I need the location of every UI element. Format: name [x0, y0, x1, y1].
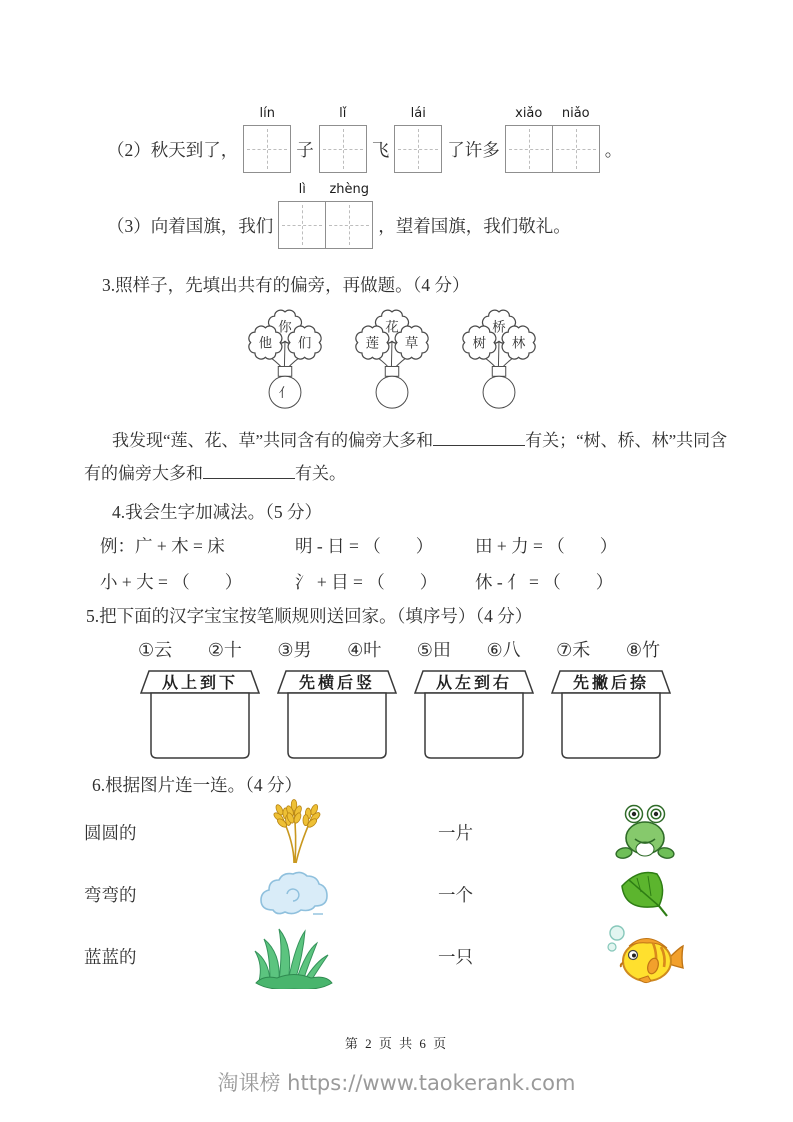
vase-neck — [492, 366, 505, 376]
question-3-row — [105, 182, 793, 249]
math-cell: 休 - 亻 = （ ） — [475, 572, 614, 592]
leaf-image — [617, 866, 673, 922]
measure-word: 一个 — [438, 884, 473, 905]
flower-char: 他 — [258, 335, 273, 351]
writing-box-xiaoniao — [505, 106, 600, 173]
flower-char: 桥 — [492, 319, 506, 335]
character-math-grid — [100, 534, 793, 594]
flower-char: 花 — [385, 319, 399, 335]
section-4-heading: 4.我会生字加减法。（5 分） — [112, 502, 322, 522]
tianzige-box — [394, 125, 442, 173]
writing-box-lizheng — [278, 182, 373, 249]
basket-label: 先横后竖 — [298, 675, 376, 692]
question-3-text: （3）向着国旗，我们 — [107, 215, 274, 236]
char-option-5: ⑤田 — [416, 640, 451, 660]
measure-word: 一片 — [438, 822, 473, 843]
vase-diagram-1 — [239, 307, 331, 410]
match-label: 圆圆的 — [84, 822, 137, 843]
math-cell: 明 - 日 = （ ） — [295, 536, 434, 556]
question-2-text: 飞 — [371, 139, 390, 160]
discover-text: 有关；“树、桥、林”共同含 — [525, 431, 728, 450]
page-number: 第 2 页 共 6 页 — [344, 1036, 449, 1051]
tianzige-box — [552, 125, 600, 173]
discover-line-2 — [84, 457, 793, 490]
basket-pie-first — [547, 668, 675, 763]
character-options-row — [138, 636, 660, 662]
question-3-text: ，望着国旗，我们敬礼。 — [378, 215, 571, 236]
tianzige-box — [278, 201, 326, 249]
char-option-8: ⑧竹 — [625, 640, 660, 660]
stroke-rule-baskets — [136, 668, 793, 763]
char-option-3: ③男 — [277, 640, 312, 660]
tianzige-box — [319, 125, 367, 173]
vase-diagrams — [239, 307, 793, 410]
discover-text: 有关。 — [295, 464, 346, 483]
pinyin-li4: lì — [298, 182, 306, 197]
vase-diagram-3 — [453, 307, 545, 410]
discover-text: 有的偏旁大多和 — [84, 464, 203, 483]
tianzige-box — [325, 201, 373, 249]
vase-bulb — [483, 376, 515, 408]
vase-diagram-2 — [346, 307, 438, 410]
measure-word: 一只 — [438, 946, 473, 967]
discover-line-1 — [84, 424, 793, 457]
question-2-row — [105, 106, 793, 173]
writing-box-lin — [243, 106, 291, 173]
flower-char: 莲 — [365, 335, 380, 351]
question-2-text: 了许多 — [447, 139, 500, 160]
char-option-4: ④叶 — [347, 640, 382, 660]
section-3-heading: 3.照样子，先填出共有的偏旁，再做题。（4 分） — [102, 275, 470, 295]
math-cell: 例：广 + 木 = 床 — [100, 536, 225, 556]
match-label: 弯弯的 — [84, 884, 137, 905]
flower-char: 们 — [297, 335, 312, 351]
char-option-6: ⑥八 — [486, 640, 521, 660]
section-6-heading: 6.根据图片连一连。（4 分） — [92, 775, 302, 795]
pinyin-zheng: zhèng — [329, 182, 370, 197]
pinyin-xiao: xiǎo — [515, 106, 543, 121]
tianzige-box — [243, 125, 291, 173]
cloud-image — [257, 868, 331, 920]
math-cell: 氵 + 目 = （ ） — [295, 572, 438, 592]
flower-char: 树 — [472, 335, 487, 351]
pinyin-li: lǐ — [339, 106, 347, 121]
basket-top-to-bottom — [136, 668, 264, 763]
math-cell: 小 + 大 = （ ） — [100, 572, 243, 592]
vase-bulb — [376, 376, 408, 408]
basket-horizontal-first — [273, 668, 401, 763]
question-2-text: 子 — [296, 139, 314, 160]
char-option-7: ⑦禾 — [556, 640, 591, 660]
wheat-image — [263, 799, 325, 865]
writing-box-lai — [394, 106, 442, 173]
watermark-text: 淘课榜 https://www.taokerank.com — [217, 1071, 576, 1095]
vase-neck — [385, 366, 398, 376]
matching-grid — [84, 801, 793, 987]
grass-image — [251, 923, 337, 989]
flower-char: 草 — [404, 335, 419, 351]
writing-box-li — [319, 106, 367, 173]
char-option-1: ①云 — [138, 640, 173, 660]
char-option-2: ②十 — [207, 640, 242, 660]
math-cell: 田 + 力 = （ ） — [475, 536, 618, 556]
question-2-text: （2）秋天到了， — [107, 139, 239, 160]
discover-text: 我发现“莲、花、草”共同含有的偏旁大多和 — [112, 431, 434, 450]
answer-blank — [203, 464, 295, 479]
tianzige-box — [505, 125, 553, 173]
pinyin-niao: niǎo — [561, 106, 590, 121]
vase-radical: 亻 — [278, 386, 292, 401]
answer-blank — [433, 431, 525, 446]
discover-paragraph — [84, 424, 793, 490]
basket-label: 先撇后捺 — [572, 675, 650, 692]
match-label: 蓝蓝的 — [84, 946, 137, 967]
frog-image — [615, 802, 675, 862]
basket-left-to-right — [410, 668, 538, 763]
flower-char: 你 — [278, 319, 292, 335]
section-5-heading: 5.把下面的汉字宝宝按笔顺规则送回家。（填序号）（4 分） — [86, 606, 533, 626]
basket-label: 从上到下 — [161, 675, 239, 692]
basket-label: 从左到右 — [435, 675, 513, 692]
question-2-text: 。 — [604, 139, 623, 160]
flower-char: 林 — [511, 335, 526, 351]
fish-image — [605, 924, 685, 988]
pinyin-lin: lín — [259, 106, 275, 121]
pinyin-lai: lái — [410, 106, 426, 121]
vase-neck — [278, 366, 291, 376]
